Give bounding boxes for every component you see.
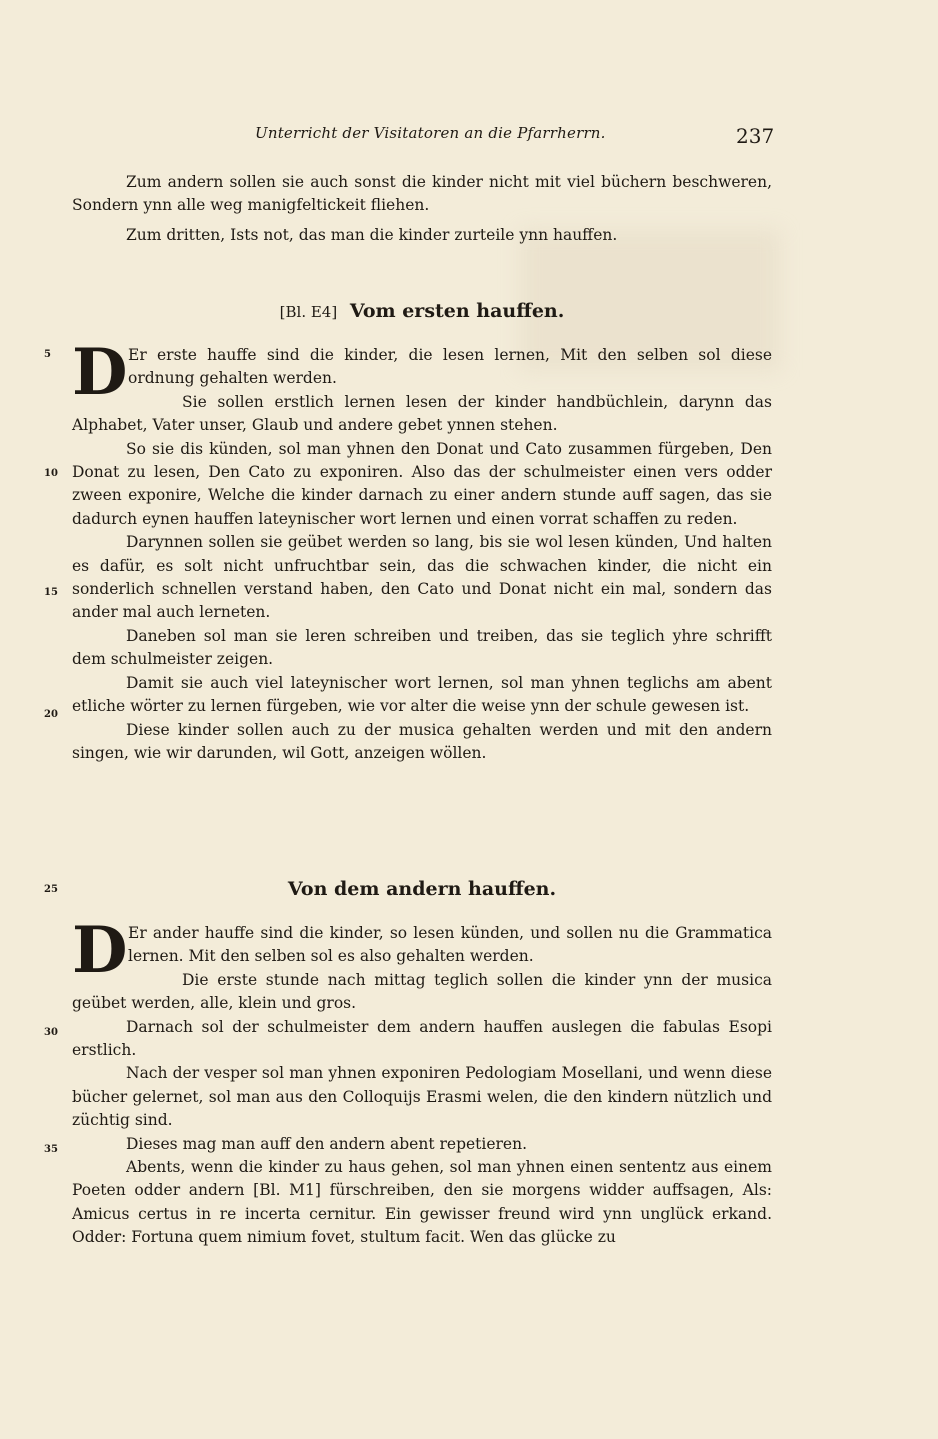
paragraph: Die erste stunde nach mittag teglich sollen die kinder ynn der musica geübet werden, alle, klein und gros. <box>72 970 772 1013</box>
folio-reference: [Bl. E4] <box>279 303 338 321</box>
running-title: Unterricht der Visitatoren an die Pfarrherrn. <box>255 124 606 142</box>
section-heading-2 <box>72 878 772 900</box>
line-number: 20 <box>44 709 58 720</box>
section-1-text <box>72 335 772 765</box>
line-number: 25 <box>44 884 58 895</box>
line-number: 10 <box>44 468 58 479</box>
section-heading-1 <box>72 300 772 322</box>
line-number: 30 <box>44 1027 58 1038</box>
paragraph: Damit sie auch viel lateynischer wort lernen, sol man yhnen teglichs am abent etliche wörter zu lernen fürgeben, wie vor alter die weise ynn der schule gewesen ist. <box>72 673 772 716</box>
page-number: 237 <box>736 124 775 148</box>
paragraph: Nach der vesper sol man yhnen exponiren Pedologiam Mosellani, und wenn diese bücher gelernet, sol man aus den Colloquijs Erasmi welen, die den kindern nützlich und züchtig sind. <box>72 1064 772 1130</box>
line-number: 5 <box>44 349 51 360</box>
paragraph: Dieses mag man auff den andern abent repetieren. <box>126 1134 528 1153</box>
drop-cap-initial: D <box>72 335 128 410</box>
intro-text <box>72 171 772 247</box>
paragraph: So sie dis künden, sol man yhnen den Donat und Cato zusammen fürgeben, Den Donat zu lesen, Den Cato zu exponiren. Also das der schulmeister einen vers odder zween exponire, Welche die kinder darnach zu einer andern stunde auff sagen, das sie dadurch eynen hauffen lateynischer wort lernen und einen vorrat schaffen zu reden. <box>72 439 772 528</box>
paragraph: Zum andern sollen sie auch sonst die kinder nicht mit viel büchern beschweren, Sondern ynn alle weg manigfeltickeit fliehen. <box>72 173 772 215</box>
paragraph-text: Er ander hauffe sind die kinder, so lesen künden, und sollen nu die Grammatica lernen. Mit den selben sol es also gehalten werden. <box>128 924 772 966</box>
paragraph: Sie sollen erstlich lernen lesen der kinder handbüchlein, darynn das Alphabet, Vater unser, Glaub und andere gebet ynnen stehen. <box>72 392 772 435</box>
paragraph: Diese kinder sollen auch zu der musica gehalten werden und mit den andern singen, wie wir darunden, wil Gott, anzeigen wöllen. <box>72 720 772 762</box>
line-number: 35 <box>44 1144 58 1155</box>
section-2-text <box>72 913 772 1250</box>
paragraph <box>72 335 772 410</box>
paragraph-text: Er erste hauffe sind die kinder, die lesen lernen, Mit den selben sol diese ordnung gehalten werden. <box>128 346 772 388</box>
section-title: Von dem andern hauffen. <box>287 878 557 900</box>
paragraph: Zum dritten, Ists not, das man die kinder zurteile ynn hauffen. <box>126 225 618 244</box>
paragraph: Abents, wenn die kinder zu haus gehen, sol man yhnen einen sententz aus einem Poeten odder andern [Bl. M1] fürschreiben, den sie morgens widder auffsagen, Als: Amicus certus in re incerta cernitur. Ein gewisser freund wird ynn unglück erkand. Odder: Fortuna quem nimium fovet, stultum facit. Wen das glücke zu <box>72 1158 772 1247</box>
paragraph <box>72 913 772 988</box>
section-title: Vom ersten hauffen. <box>349 300 565 322</box>
paragraph: Darynnen sollen sie geübet werden so lang, bis sie wol lesen künden, Und halten es dafür, es solt nicht unfruchtbar sein, das die schwachen kinder, die nicht ein sonderlich schnellen verstand haben, den Cato und Donat nicht ein mal, sondern das ander mal auch lerneten. <box>72 533 772 622</box>
paragraph: Darnach sol der schulmeister dem andern hauffen auslegen die fabulas Esopi erstlich. <box>72 1017 772 1060</box>
line-number: 15 <box>44 587 58 598</box>
paragraph: Daneben sol man sie leren schreiben und treiben, das sie teglich yhre schrifft dem schulmeister zeigen. <box>72 626 772 669</box>
drop-cap-initial: D <box>72 913 128 988</box>
